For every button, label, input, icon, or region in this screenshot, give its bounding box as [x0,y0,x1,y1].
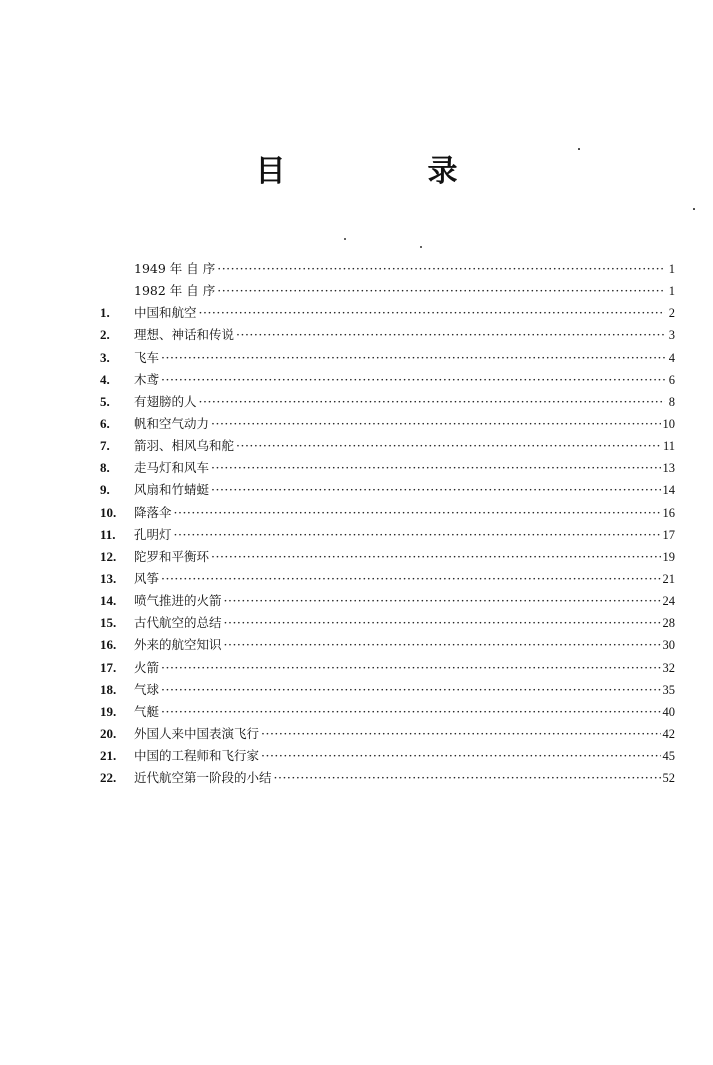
entry-title: 古代航空的总结 [134,615,222,631]
scan-speck [420,246,422,248]
toc-entry [100,324,675,346]
entry-page: 11 [662,439,675,454]
toc-entry [100,479,675,501]
dot-leader [161,701,660,723]
entry-title: 风扇和竹蜻蜓 [134,482,210,498]
dot-leader [261,723,660,745]
dot-leader [217,258,665,280]
entry-title: 近代航空第一阶段的小结 [134,770,272,786]
entry-number: 13. [100,570,117,586]
entry-page: 24 [662,594,675,609]
entry-title: 1949 年 自 序 [134,261,216,276]
entry-page: 16 [662,505,675,520]
toc-entry [100,524,675,546]
entry-title: 中国的工程师和飞行家 [134,748,260,764]
entry-title: 风筝 [134,570,160,586]
entry-title: 外来的航空知识 [134,637,222,653]
toc-entry [100,457,675,479]
entry-number: 18. [100,681,117,697]
dot-leader [224,612,661,634]
entry-page: 6 [668,372,675,387]
entry-page: 42 [662,726,675,741]
entry-number: 1. [100,305,110,321]
dot-leader [174,524,661,546]
entry-title: 陀罗和平衡环 [134,548,210,564]
dot-leader [236,435,661,457]
table-of-contents [100,258,675,789]
entry-number: 6. [100,415,110,431]
dot-leader [161,347,665,369]
entry-title: 理想、神话和传说 [134,327,235,343]
entry-title: 气球 [134,681,160,697]
entry-number: 12. [100,548,117,564]
entry-title: 有翅膀的人 [134,393,197,409]
dot-leader [224,634,661,656]
entry-title: 箭羽、相风乌和舵 [134,438,235,454]
toc-entry [100,657,675,679]
toc-entry [100,701,675,723]
entry-page: 8 [668,394,675,409]
entry-title: 飞车 [134,349,160,365]
toc-entry [100,612,675,634]
entry-number: 9. [100,482,110,498]
toc-entry [100,634,675,656]
toc-entry [100,679,675,701]
entry-title: 走马灯和风车 [134,460,210,476]
toc-entry [100,280,675,302]
entry-page: 35 [662,682,675,697]
toc-entry [100,258,675,280]
dot-leader [174,502,661,524]
toc-entry [100,391,675,413]
entry-number: 11. [100,526,116,542]
dot-leader [211,413,660,435]
entry-number: 19. [100,703,117,719]
entry-number: 2. [100,327,110,343]
entry-title: 1982 年 自 序 [134,283,216,299]
entry-title: 降落伞 [134,504,172,520]
dot-leader [236,324,665,346]
entry-number: 20. [100,725,117,741]
entry-number: 14. [100,593,117,609]
entry-number: 3. [100,349,110,365]
entry-title: 外国人来中国表演飞行 [134,725,260,741]
dot-leader [161,657,660,679]
toc-entry [100,413,675,435]
dot-leader [217,280,665,302]
scan-speck [578,148,580,150]
entry-page: 4 [668,350,675,365]
scan-speck [344,238,346,240]
toc-entry [100,723,675,745]
toc-entry [100,767,675,789]
entry-page: 14 [662,483,675,498]
entry-page: 10 [662,416,675,431]
dot-leader [211,546,660,568]
dot-leader [261,745,660,767]
dot-leader [199,391,665,413]
entry-number: 17. [100,659,117,675]
dot-leader [274,767,661,789]
toc-entry [100,590,675,612]
dot-leader [211,457,660,479]
entry-number: 5. [100,393,110,409]
dot-leader [224,590,661,612]
dot-leader [161,679,660,701]
entry-number: 10. [100,504,117,520]
toc-entry [100,302,675,324]
entry-number: 21. [100,748,117,764]
toc-entry [100,568,675,590]
entry-title: 火箭 [134,659,160,675]
entry-number: 22. [100,770,117,786]
entry-page: 3 [668,328,675,343]
toc-entry [100,435,675,457]
dot-leader [161,369,665,391]
toc-entry [100,546,675,568]
toc-entry [100,502,675,524]
toc-entry [100,347,675,369]
entry-title: 中国和航空 [134,305,197,321]
entry-page: 19 [662,549,675,564]
entry-page: 2 [668,306,675,321]
entry-title: 喷气推进的火箭 [134,593,222,609]
entry-title: 木鸢 [134,371,160,387]
entry-number: 16. [100,637,117,653]
entry-page: 30 [662,638,675,653]
scan-speck [693,208,695,210]
toc-entry [100,745,675,767]
entry-page: 45 [662,749,675,764]
entry-number: 4. [100,371,110,387]
entry-title: 孔明灯 [134,526,172,542]
entry-page: 1 [668,284,675,299]
toc-entry [100,369,675,391]
dot-leader [161,568,660,590]
entry-page: 40 [662,704,675,719]
entry-page: 21 [662,571,675,586]
dot-leader [199,302,665,324]
page-title: 目 录 [255,154,514,189]
entry-page: 13 [662,461,675,476]
entry-page: 17 [662,527,675,542]
entry-title: 帆和空气动力 [134,415,210,431]
entry-page: 32 [662,660,675,675]
entry-page: 28 [662,616,675,631]
dot-leader [211,479,660,501]
entry-page: 1 [668,262,675,276]
entry-page: 52 [662,771,675,786]
entry-number: 8. [100,460,110,476]
entry-title: 气艇 [134,703,160,719]
entry-number: 15. [100,615,117,631]
entry-number: 7. [100,438,110,454]
